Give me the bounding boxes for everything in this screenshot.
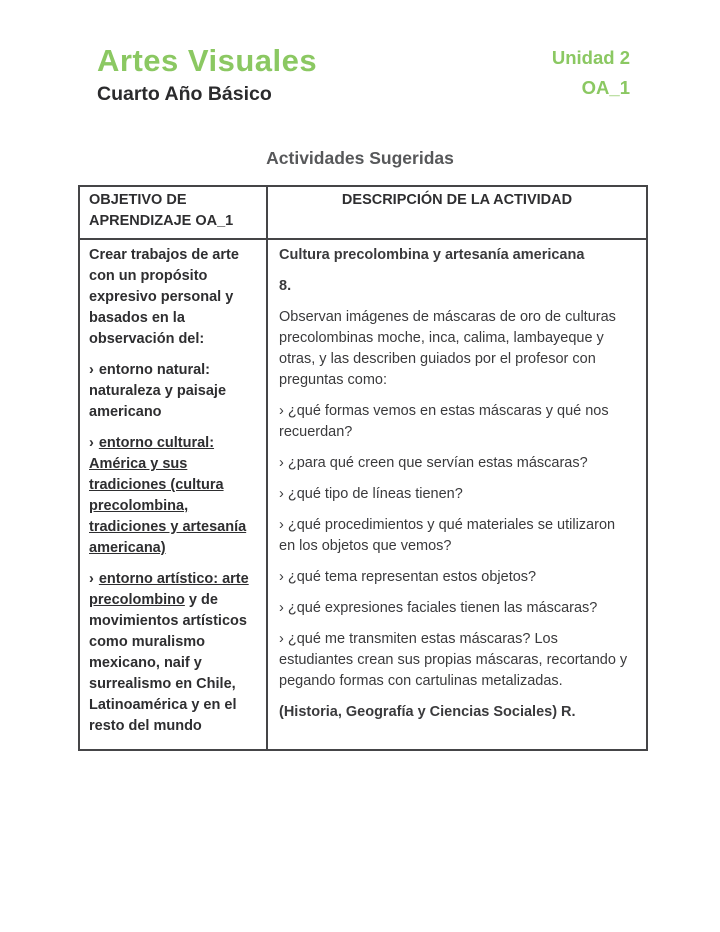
unit-label: Unidad 2 [551, 47, 630, 68]
description-cell [268, 240, 646, 749]
document-header [97, 44, 630, 106]
objective-item-underlined: entorno artístico: arte precolombino [89, 571, 249, 608]
activity-heading: Cultura precolombina y artesanía americana [279, 247, 585, 263]
objective-column-header: OBJETIVO DE APRENDIZAJE OA_1 [80, 187, 268, 238]
description-column-header: DESCRIPCIÓN DE LA ACTIVIDAD [341, 192, 573, 208]
objective-item-underlined: entorno cultural: América y sus tradiciones (cultura precolombina, tradiciones y artesanía americana) [89, 435, 247, 556]
header-meta-block [552, 44, 630, 97]
page-subtitle: Cuarto Año Básico [97, 83, 272, 106]
objective-cell [80, 240, 268, 749]
activity-question: › ¿qué me transmiten estas máscaras? Los estudiantes crean sus propias máscaras, recortando y pegando formas con cartulinas metalizadas. [279, 631, 628, 689]
activity-number: 8. [279, 278, 292, 294]
activity-question: › ¿qué formas vemos en estas máscaras y qué nos recuerdan? [279, 403, 609, 440]
objective-item-natural [89, 360, 257, 423]
section-title: Actividades Sugeridas [266, 148, 454, 168]
objective-item-artistico [89, 569, 257, 737]
table-body-row [80, 240, 646, 749]
activity-intro: Observan imágenes de máscaras de oro de culturas precolombinas moche, inca, calima, lambayeque y otras, y las describen guiados por el profesor con preguntas como: [279, 309, 616, 388]
activity-question: › ¿para qué creen que servían estas máscaras? [279, 455, 588, 471]
activity-question: › ¿qué tema representan estos objetos? [279, 569, 537, 585]
objective-item-cultural [89, 433, 257, 559]
activity-footnote: (Historia, Geografía y Ciencias Sociales) R. [279, 704, 576, 720]
objective-item-plain: y de movimientos artísticos como muralismo mexicano, naif y surrealismo en Chile, Latinoamérica y en el resto del mundo [89, 592, 247, 734]
activity-question: › ¿qué tipo de líneas tienen? [279, 486, 463, 502]
activities-table [78, 185, 648, 751]
oa-label: OA_1 [581, 76, 630, 98]
header-title-block [97, 44, 317, 106]
table-header-row [80, 187, 646, 240]
bullet-icon: › [89, 362, 94, 378]
bullet-icon: › [89, 571, 94, 587]
activity-question: › ¿qué procedimientos y qué materiales se utilizaron en los objetos que vemos? [279, 517, 616, 554]
objective-item-plain: entorno natural: naturaleza y paisaje americano [89, 362, 227, 420]
bullet-icon: › [89, 435, 94, 451]
objective-intro: Crear trabajos de arte con un propósito expresivo personal y basados en la observación del: [89, 247, 239, 347]
activity-question: › ¿qué expresiones faciales tienen las máscaras? [279, 600, 598, 616]
page-title: Artes Visuales [97, 43, 318, 78]
